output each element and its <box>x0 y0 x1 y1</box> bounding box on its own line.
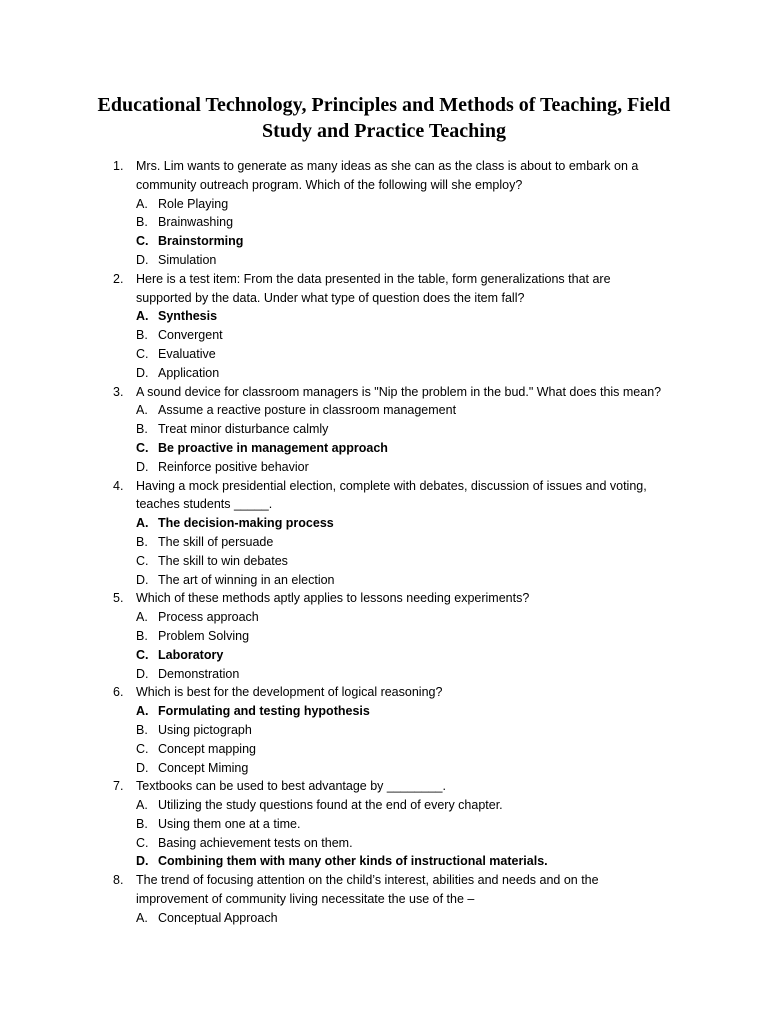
choice-letter: B. <box>136 722 148 737</box>
question-text: Which is best for the development of logical reasoning? <box>136 685 443 700</box>
choice-c <box>0 834 768 853</box>
choice-letter: D. <box>136 459 149 474</box>
question-number: 5. <box>113 591 124 606</box>
choice-text: Formulating and testing hypothesis <box>158 704 370 719</box>
choice-c <box>0 740 768 759</box>
choice-b <box>0 213 768 232</box>
choice-letter: B. <box>136 628 148 643</box>
choice-c-answer <box>0 439 768 458</box>
question-number: 7. <box>113 779 124 794</box>
question-list <box>0 157 768 928</box>
choice-d <box>0 251 768 270</box>
choice-text: Combining them with many other kinds of instructional materials. <box>158 854 548 869</box>
choice-a <box>0 608 768 627</box>
choice-text: Assume a reactive posture in classroom management <box>158 403 457 418</box>
question-text: A sound device for classroom managers is "Nip the problem in the bud." What does this mean? <box>136 384 662 399</box>
question-text: Textbooks can be used to best advantage by ________. <box>136 779 446 794</box>
choice-letter: A. <box>136 516 149 531</box>
question-8 <box>0 871 768 927</box>
question-number: 2. <box>113 271 124 286</box>
question-5 <box>0 589 768 683</box>
choice-text: The art of winning in an election <box>158 572 335 587</box>
choice-letter: D. <box>136 854 149 869</box>
choice-text: Using them one at a time. <box>158 816 301 831</box>
choice-b <box>0 721 768 740</box>
choice-text: Laboratory <box>158 647 224 662</box>
question-number: 6. <box>113 685 124 700</box>
choice-letter: A. <box>136 704 149 719</box>
choice-list <box>0 702 768 777</box>
choice-text: Be proactive in management approach <box>158 440 388 455</box>
question-text: Which of these methods aptly applies to lessons needing experiments? <box>136 591 530 606</box>
choice-letter: D. <box>136 760 149 775</box>
choice-b <box>0 627 768 646</box>
choice-list <box>0 608 768 683</box>
choice-text: Evaluative <box>158 346 216 361</box>
choice-text: Using pictograph <box>158 722 252 737</box>
choice-text: Convergent <box>158 328 223 343</box>
choice-letter: B. <box>136 215 148 230</box>
choice-b <box>0 326 768 345</box>
page-title <box>60 92 708 144</box>
choice-text: Application <box>158 365 220 380</box>
question-text: Here is a test item: From the data presented in the table, form generalizations that are supported by the data. Under what type of question does the item fall? <box>136 271 611 305</box>
question-number: 1. <box>113 159 124 173</box>
choice-text: Demonstration <box>158 666 240 681</box>
choice-text: Conceptual Approach <box>158 910 278 925</box>
choice-letter: B. <box>136 816 148 831</box>
choice-text: Brainstorming <box>158 234 244 249</box>
question-text: The trend of focusing attention on the child’s interest, abilities and needs and on the improvement of community living necessitate the use of the – <box>136 873 599 907</box>
question-text: Mrs. Lim wants to generate as many ideas as she can as the class is about to embark on a community outreach program. Which of the following will she employ? <box>136 159 639 192</box>
choice-a <box>0 195 768 214</box>
choice-d <box>0 665 768 684</box>
choice-text: Process approach <box>158 610 259 625</box>
choice-text: Concept mapping <box>158 741 256 756</box>
choice-a-answer <box>0 702 768 721</box>
choice-text: The decision-making process <box>158 516 334 531</box>
choice-text: Problem Solving <box>158 628 250 643</box>
question-3 <box>0 383 768 477</box>
choice-letter: C. <box>136 835 149 850</box>
choice-letter: A. <box>136 610 148 625</box>
choice-list <box>0 909 768 928</box>
choice-letter: A. <box>136 798 148 813</box>
choice-a <box>0 796 768 815</box>
choice-text: Basing achievement tests on them. <box>158 835 353 850</box>
choice-letter: B. <box>136 534 148 549</box>
choice-d <box>0 364 768 383</box>
choice-text: Role Playing <box>158 196 229 211</box>
choice-letter: B. <box>136 328 148 343</box>
choice-d <box>0 759 768 778</box>
choice-text: Brainwashing <box>158 215 234 230</box>
choice-a <box>0 401 768 420</box>
choice-a-answer <box>0 307 768 326</box>
choice-a <box>0 909 768 928</box>
choice-text: The skill to win debates <box>158 553 288 568</box>
choice-letter: C. <box>136 234 149 249</box>
choice-a-answer <box>0 514 768 533</box>
choice-letter: A. <box>136 196 148 211</box>
choice-letter: C. <box>136 741 149 756</box>
choice-d-answer <box>0 852 768 871</box>
question-1 <box>0 157 768 270</box>
choice-list <box>0 796 768 871</box>
question-4 <box>0 477 768 590</box>
choice-d <box>0 458 768 477</box>
question-text: Having a mock presidential election, complete with debates, discussion of issues and voting, teaches students _____. <box>136 478 647 512</box>
choice-text: The skill of persuade <box>158 534 274 549</box>
question-number: 3. <box>113 384 124 399</box>
choice-b <box>0 815 768 834</box>
title-line-1: Educational Technology, Principles and Methods of Teaching, Field <box>97 94 671 116</box>
question-7 <box>0 777 768 871</box>
choice-letter: D. <box>136 572 149 587</box>
question-number: 8. <box>113 873 124 888</box>
choice-list <box>0 307 768 382</box>
choice-letter: C. <box>136 346 149 361</box>
question-6 <box>0 683 768 777</box>
choice-letter: C. <box>136 553 149 568</box>
choice-b <box>0 420 768 439</box>
choice-b <box>0 533 768 552</box>
choice-d <box>0 571 768 590</box>
choice-letter: D. <box>136 365 149 380</box>
question-number: 4. <box>113 478 124 493</box>
choice-text: Reinforce positive behavior <box>158 459 309 474</box>
choice-c-answer <box>0 646 768 665</box>
question-2 <box>0 270 768 383</box>
choice-letter: B. <box>136 422 148 437</box>
choice-letter: A. <box>136 910 148 925</box>
choice-text: Simulation <box>158 252 217 267</box>
choice-text: Concept Miming <box>158 760 249 775</box>
choice-list <box>0 514 768 589</box>
choice-letter: C. <box>136 440 149 455</box>
choice-letter: D. <box>136 666 149 681</box>
choice-letter: D. <box>136 252 149 267</box>
choice-letter: A. <box>136 309 149 324</box>
title-line-2: Study and Practice Teaching <box>262 120 506 142</box>
choice-text: Treat minor disturbance calmly <box>158 422 329 437</box>
choice-letter: C. <box>136 647 149 662</box>
choice-text: Utilizing the study questions found at the end of every chapter. <box>158 798 503 813</box>
choice-letter: A. <box>136 403 148 418</box>
choice-c <box>0 552 768 571</box>
choice-c-answer <box>0 232 768 251</box>
choice-list <box>0 195 768 270</box>
choice-text: Synthesis <box>158 309 218 324</box>
choice-list <box>0 401 768 476</box>
choice-c <box>0 345 768 364</box>
